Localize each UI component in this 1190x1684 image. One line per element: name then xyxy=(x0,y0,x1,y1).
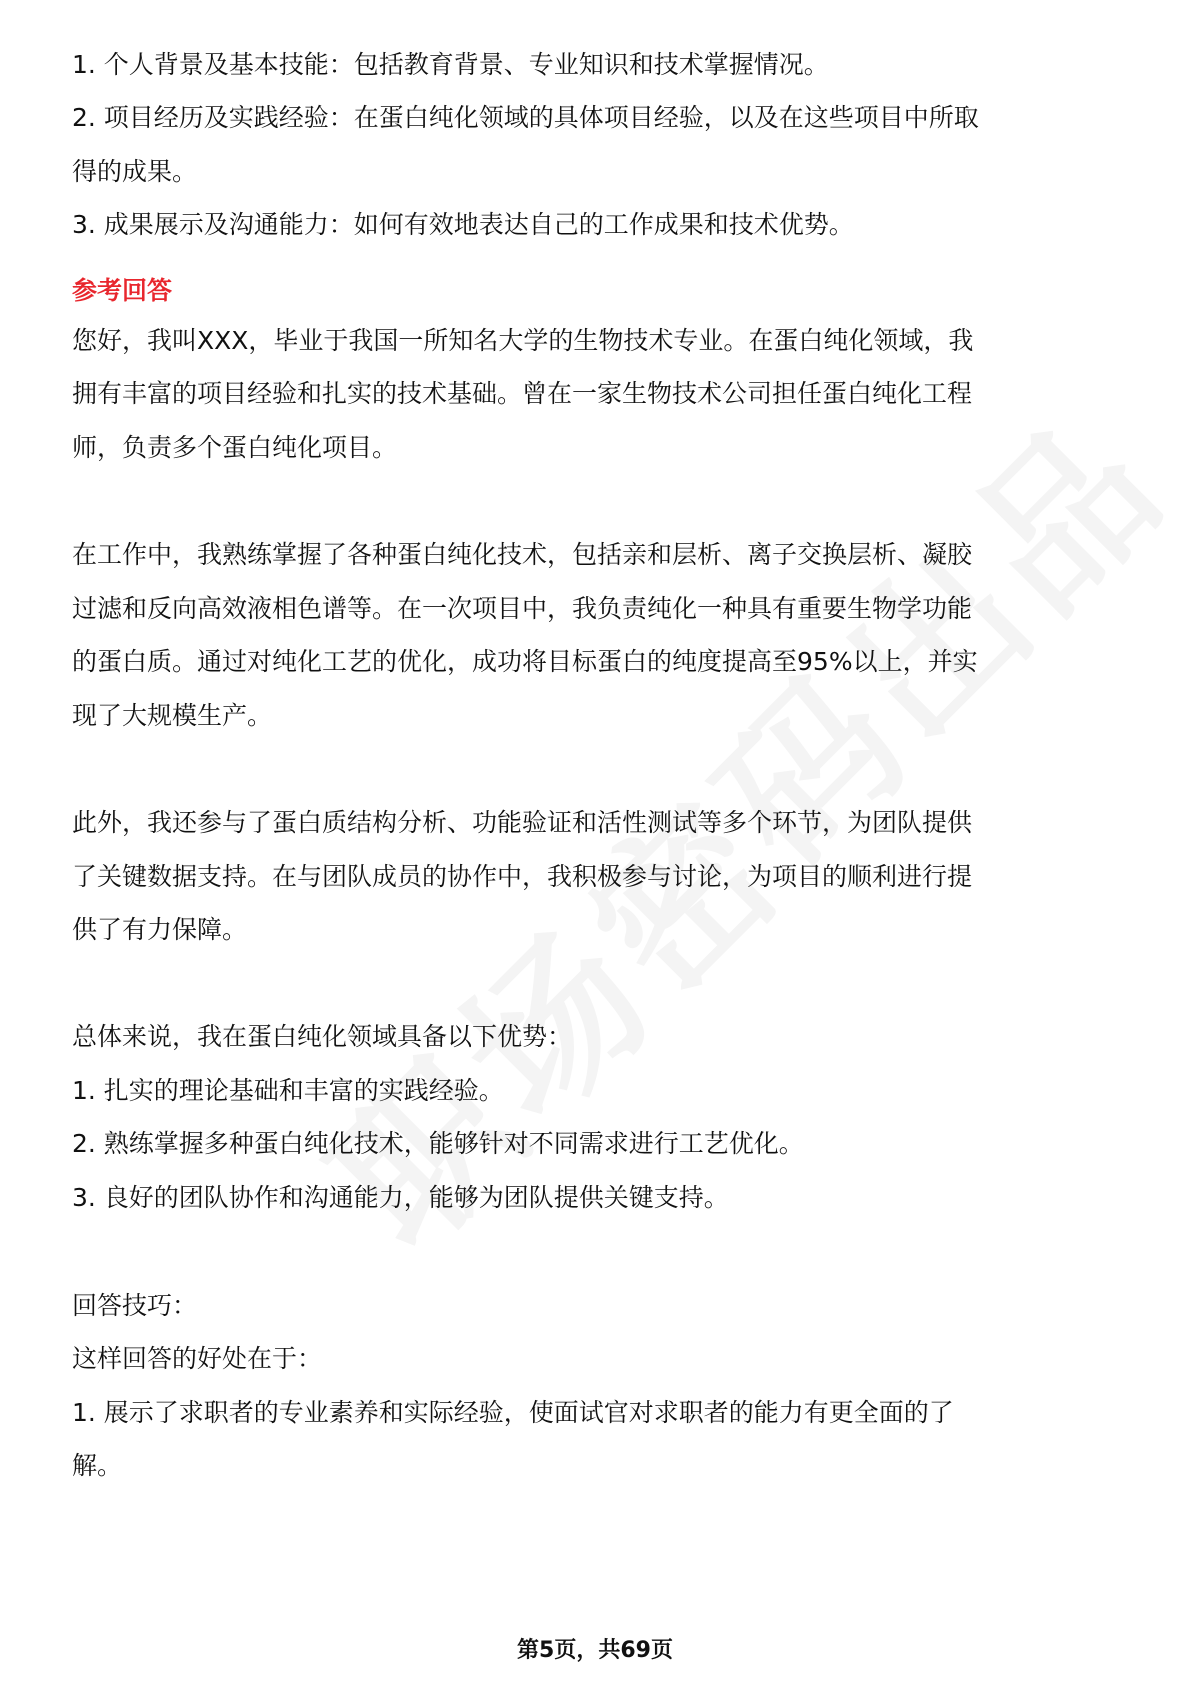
text-line: 现了大规模生产。 xyxy=(72,701,273,730)
text-line: 了关键数据支持。在与团队成员的协作中，我积极参与讨论，为项目的顺利进行提 xyxy=(72,862,973,891)
text-line: 您好，我叫XXX，毕业于我国一所知名大学的生物技术专业。在蛋白纯化领域，我 xyxy=(72,326,974,355)
text-line: 供了有力保障。 xyxy=(72,915,248,944)
list-item: 1. 展示了求职者的专业素养和实际经验，使面试官对求职者的能力有更全面的了 xyxy=(72,1398,954,1427)
list-item: 1. 扎实的理论基础和丰富的实践经验。 xyxy=(72,1076,504,1105)
text-line: 此外，我还参与了蛋白质结构分析、功能验证和活性测试等多个环节，为团队提供 xyxy=(72,808,973,837)
text-line: 在工作中，我熟练掌握了各种蛋白纯化技术，包括亲和层析、离子交换层析、凝胶 xyxy=(72,540,973,569)
text-line: 回答技巧： xyxy=(72,1291,198,1320)
text-line: 解。 xyxy=(72,1451,123,1480)
text-line: 1. 个人背景及基本技能：包括教育背景、专业知识和技术掌握情况。 xyxy=(72,50,829,79)
text-line: 得的成果。 xyxy=(72,157,198,186)
text-line: 2. 项目经历及实践经验：在蛋白纯化领域的具体项目经验，以及在这些项目中所取 xyxy=(72,103,979,132)
text-line: 总体来说，我在蛋白纯化领域具备以下优势： xyxy=(72,1022,573,1051)
text-line: 师，负责多个蛋白纯化项目。 xyxy=(72,433,398,462)
list-item: 2. 熟练掌握多种蛋白纯化技术，能够针对不同需求进行工艺优化。 xyxy=(72,1129,804,1158)
page-number: 第5页，共69页 xyxy=(517,1638,673,1663)
text-line: 这样回答的好处在于： xyxy=(72,1344,323,1373)
section-heading: 参考回答 xyxy=(72,276,173,305)
text-line: 过滤和反向高效液相色谱等。在一次项目中，我负责纯化一种具有重要生物学功能 xyxy=(72,594,973,623)
text-line: 的蛋白质。通过对纯化工艺的优化，成功将目标蛋白的纯度提高至95%以上，并实 xyxy=(72,647,978,676)
text-line: 拥有丰富的项目经验和扎实的技术基础。曾在一家生物技术公司担任蛋白纯化工程 xyxy=(72,379,973,408)
text-line: 3. 成果展示及沟通能力：如何有效地表达自己的工作成果和技术优势。 xyxy=(72,210,854,239)
list-item: 3. 良好的团队协作和沟通能力，能够为团队提供关键支持。 xyxy=(72,1183,729,1212)
